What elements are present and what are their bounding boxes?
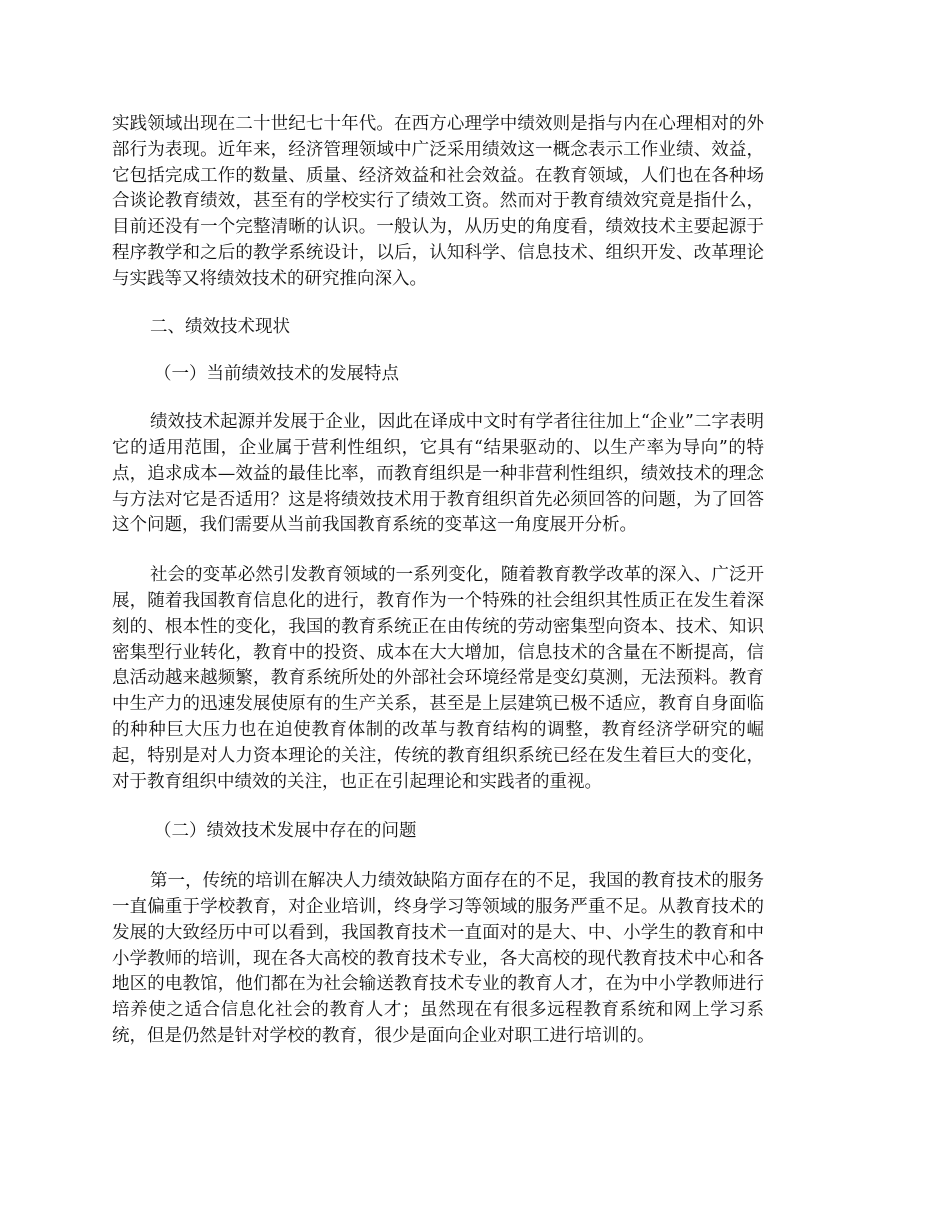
body-paragraph-2: 绩效技术起源并发展于企业，因此在译成中文时有学者往往加上“企业”二字表明它的适用范围，企业属于营利性组织，它具有“结果驱动的、以生产率为导向”的特点，追求成本—效益的最佳比率，而教育组织是一种非营利性组织，绩效技术的理念与方法对它是否适用？这是将绩效技术用于教育组织首先必须回答的问题，为了回答这个问题，我们需要从当前我国教育系统的变革这一角度展开分析。: [112, 412, 764, 536]
document-page: [112, 112, 764, 1050]
body-paragraph-1: 实践领域出现在二十世纪七十年代。在西方心理学中绩效则是指与内在心理相对的外部行为表现。近年来，经济管理领域中广泛采用绩效这一概念表示工作业绩、效益，它包括完成工作的数量、质量、经济效益和社会效益。在教育领域，人们也在各种场合谈论教育绩效，甚至有的学校实行了绩效工资。然而对于教育绩效究竟是指什么，目前还没有一个完整清晰的认识。一般认为，从历史的角度看，绩效技术主要起源于程序教学和之后的教学系统设计，以后，认知科学、信息技术、组织开发、改革理论与实践等又将绩效技术的研究推向深入。: [112, 114, 764, 289]
section-heading-2: 二、绩效技术现状: [150, 316, 290, 337]
body-paragraph-3: 社会的变革必然引发教育领域的一系列变化，随着教育教学改革的深入、广泛开展，随着我国教育信息化的进行，教育作为一个特殊的社会组织其性质正在发生着深刻的、根本性的变化，我国的教育系统正在由传统的劳动密集型向资本、技术、知识密集型行业转化，教育中的投资、成本在大大增加，信息技术的含量在不断提高，信息活动越来越频繁，教育系统所处的外部社会环境经常是变幻莫测，无法预料。教育中生产力的迅速发展使原有的生产关系，甚至是上层建筑已极不适应，教育自身面临的种种巨大压力也在迫使教育体制的改革与教育结构的调整，教育经济学研究的崛起，特别是对人力资本理论的关注，传统的教育组织系统已经在发生着巨大的变化，对于教育组织中绩效的关注，也正在引起理论和实践者的重视。: [112, 565, 764, 792]
subsection-heading-2-1: （一）当前绩效技术的发展特点: [154, 364, 399, 385]
body-paragraph-4: 第一，传统的培训在解决人力绩效缺陷方面存在的不足，我国的教育技术的服务一直偏重于学校教育，对企业培训，终身学习等领域的服务严重不足。从教育技术的发展的大致经历中可以看到，我国教育技术一直面对的是大、中、小学生的教育和中小学教师的培训，现在各大高校的教育技术专业，各大高校的现代教育技术中心和各地区的电教馆，他们都在为社会输送教育技术专业的教育人才，在为中小学教师进行培养使之适合信息化社会的教育人才；虽然现在有很多远程教育系统和网上学习系统，但是仍然是针对学校的教育，很少是面向企业对职工进行培训的。: [112, 871, 764, 1046]
subsection-heading-2-2: （二）绩效技术发展中存在的问题: [154, 821, 417, 842]
